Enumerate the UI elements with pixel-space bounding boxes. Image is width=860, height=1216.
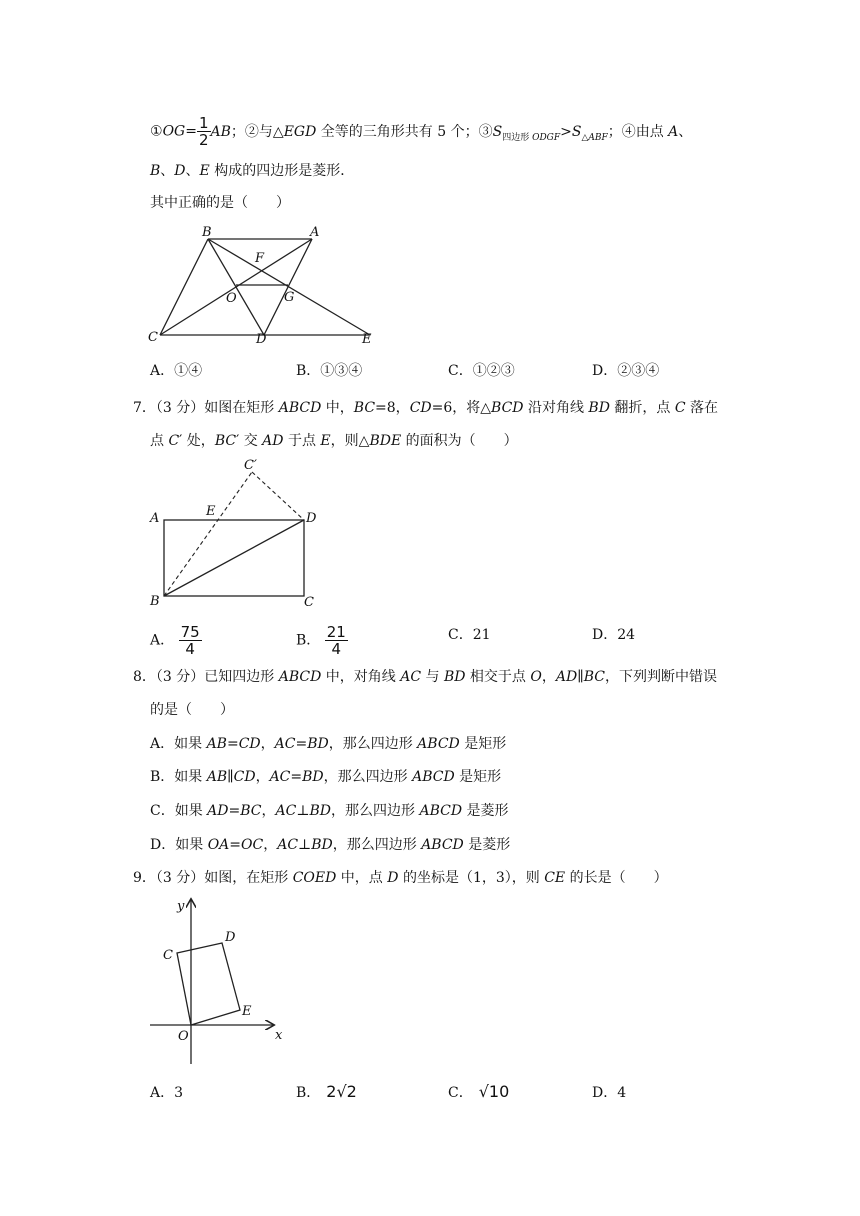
q7-option-c[interactable]: C．21 bbox=[448, 627, 491, 643]
q6-label-F: F bbox=[255, 251, 265, 266]
q8-line1: 8．（3 分）已知四边形 ABCD 中，对角线 AC 与 BD 相交于点 O，AD∥BC，下列判断中错误 bbox=[133, 669, 717, 685]
q9-line1: 9．（3 分）如图，在矩形 COED 中，点 D 的坐标是（1，3），则 CE 的长是（ ） bbox=[133, 870, 668, 886]
q6-label-D: D bbox=[256, 332, 267, 347]
q7-option-b[interactable]: B． $\frac{21}{4}$ bbox=[296, 623, 346, 658]
q7-line2: 点 C′ 处，BC′ 交 AD 于点 E，则△BDE 的面积为（ ） bbox=[150, 433, 518, 449]
q7-figure bbox=[140, 450, 340, 615]
q7-option-d[interactable]: D．24 bbox=[592, 627, 636, 643]
q9-option-d[interactable]: D．4 bbox=[592, 1085, 627, 1101]
q7-label-B: B bbox=[150, 594, 160, 609]
q6-option-c[interactable]: C．①②③ bbox=[448, 363, 515, 379]
q9-option-a[interactable]: A．3 bbox=[150, 1085, 184, 1101]
q8-option-a[interactable]: A．如果 AB=CD，AC=BD，那么四边形 ABCD 是矩形 bbox=[150, 736, 507, 752]
q6-option-a[interactable]: A．①④ bbox=[150, 363, 203, 379]
q9-label-O: O bbox=[178, 1029, 189, 1044]
q6-label-E: E bbox=[362, 332, 372, 347]
q7-option-a[interactable]: A． $\frac{75}{4}$ bbox=[150, 623, 200, 658]
q9-figure bbox=[140, 892, 300, 1067]
q8-option-c[interactable]: C．如果 AD=BC，AC⊥BD，那么四边形 ABCD 是菱形 bbox=[150, 803, 509, 819]
q8-option-d[interactable]: D．如果 OA=OC，AC⊥BD，那么四边形 ABCD 是菱形 bbox=[150, 837, 511, 853]
q7-label-D: D bbox=[306, 511, 317, 526]
q6-label-C: C bbox=[148, 330, 158, 345]
q9-label-D: D bbox=[225, 930, 236, 945]
q8-line2: 的是（ ） bbox=[150, 702, 234, 718]
q9-option-b[interactable]: B． 2√2 bbox=[296, 1082, 357, 1101]
q9-label-C: C bbox=[163, 948, 173, 963]
q6-label-O: O bbox=[226, 291, 237, 306]
q9-option-c[interactable]: C． √10 bbox=[448, 1082, 510, 1101]
q6-option-d[interactable]: D．②③④ bbox=[592, 363, 660, 379]
q9-label-x: x bbox=[275, 1028, 283, 1043]
q9-label-y: y bbox=[177, 899, 185, 914]
q6-label-G: G bbox=[284, 290, 295, 305]
q6-statements-line1: ①OG= $\frac{1}{2}$ AB；②与△EGD 全等的三角形共有 5 个；$③S_{四边形 ODGF}>S_{\triangle ABF}$；④由点 A、 bbox=[150, 114, 693, 149]
q7-line1: 7．（3 分）如图在矩形 ABCD 中，BC=8，CD=6，将△BCD 沿对角线 BD 翻折，点 C 落在 bbox=[133, 400, 719, 416]
q6-figure bbox=[140, 220, 390, 350]
q7-label-E: E bbox=[206, 504, 216, 519]
q9-label-E: E bbox=[242, 1004, 252, 1019]
q8-option-b[interactable]: B．如果 AB∥CD，AC=BD，那么四边形 ABCD 是矩形 bbox=[150, 769, 502, 785]
q7-label-C: C bbox=[304, 595, 314, 610]
q6-statements-line2: B、D、E 构成的四边形是菱形． bbox=[150, 163, 355, 179]
fraction-one-half: $\frac{1}{2}$ bbox=[198, 114, 209, 149]
q6-label-B: B bbox=[202, 225, 212, 240]
q7-label-A: A bbox=[150, 511, 160, 526]
q6-option-b[interactable]: B．①③④ bbox=[296, 363, 363, 379]
q6-label-A: A bbox=[310, 225, 320, 240]
q6-prompt: 其中正确的是（ ） bbox=[150, 195, 290, 211]
q7-label-Cprime: C′ bbox=[244, 458, 257, 473]
